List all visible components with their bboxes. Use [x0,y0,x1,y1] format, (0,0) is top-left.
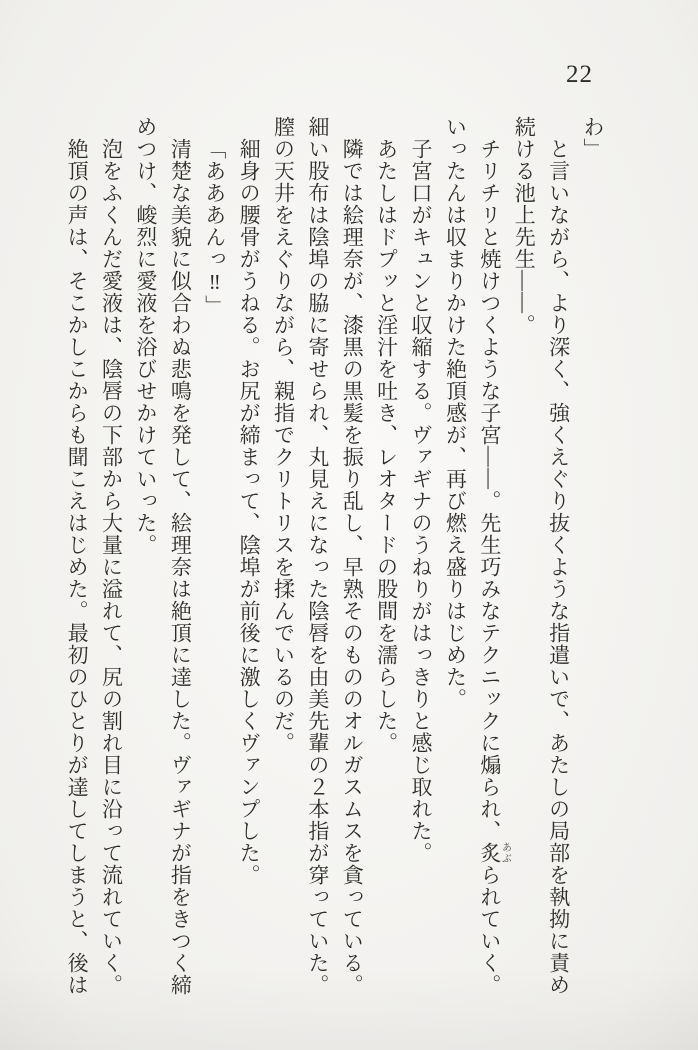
text-line: あたしはドプッと淫汁を吐き、レオタードの股間を濡らした。 [374,138,399,754]
page-text [58,116,610,1008]
text-line: めつけ、峻烈に愛液を浴びせかけていった。 [133,116,158,556]
text-line: 隣では絵理奈が、漆黒の黒髪を振り乱し、早熟そのもののオルガスムスを貪っている。 [340,138,365,996]
text-line: と言いながら、より深く、強くえぐり抜くような指遣いで、あたしの局部を執拗に責め [546,138,571,996]
text-line: 泡をふくんだ愛液は、陰唇の下部から大量に溢れて、尻の割れ目に沿って流れていく。 [99,138,124,996]
text-line: 膣の天井をえぐりながら、親指でクリトリスを揉んでいるのだ。 [271,116,296,754]
page-number: 22 [566,61,593,88]
text-line: 絶頂の声は、そこかしこからも聞こえはじめた。最初のひとりが達してしまうと、後は [65,138,90,996]
text-line: 清楚な美貌に似合わぬ悲鳴を発して、絵理奈は絶頂に達した。ヴァギナが指をきつく締 [168,138,193,996]
text-line: 子宮口がキュンと収縮する。ヴァギナのうねりがはっきりと感じ取れた。 [409,138,434,864]
text-line: いったんは収まりかけた絶頂感が、再び燃え盛りはじめた。 [443,116,468,710]
text-line: 細身の腰骨がうねる。お尻が締まって、陰埠が前後に激しくヴァンプした。 [237,138,262,886]
text-line: 「あああんっ‼」 [202,138,227,317]
text-line: 続ける池上先生――。 [512,116,537,336]
text-line: わ」 [581,116,605,160]
text-line: 細い股布は陰埠の脇に寄せられ、丸見えになった陰唇を由美先輩の２本指が穿っていた。 [305,116,330,996]
text-line: チリチリと焼けつくような子宮――。先生巧みなテクニックに煽られ、炙られていく。 あぶ [477,138,511,996]
furigana: あぶ [499,842,511,864]
